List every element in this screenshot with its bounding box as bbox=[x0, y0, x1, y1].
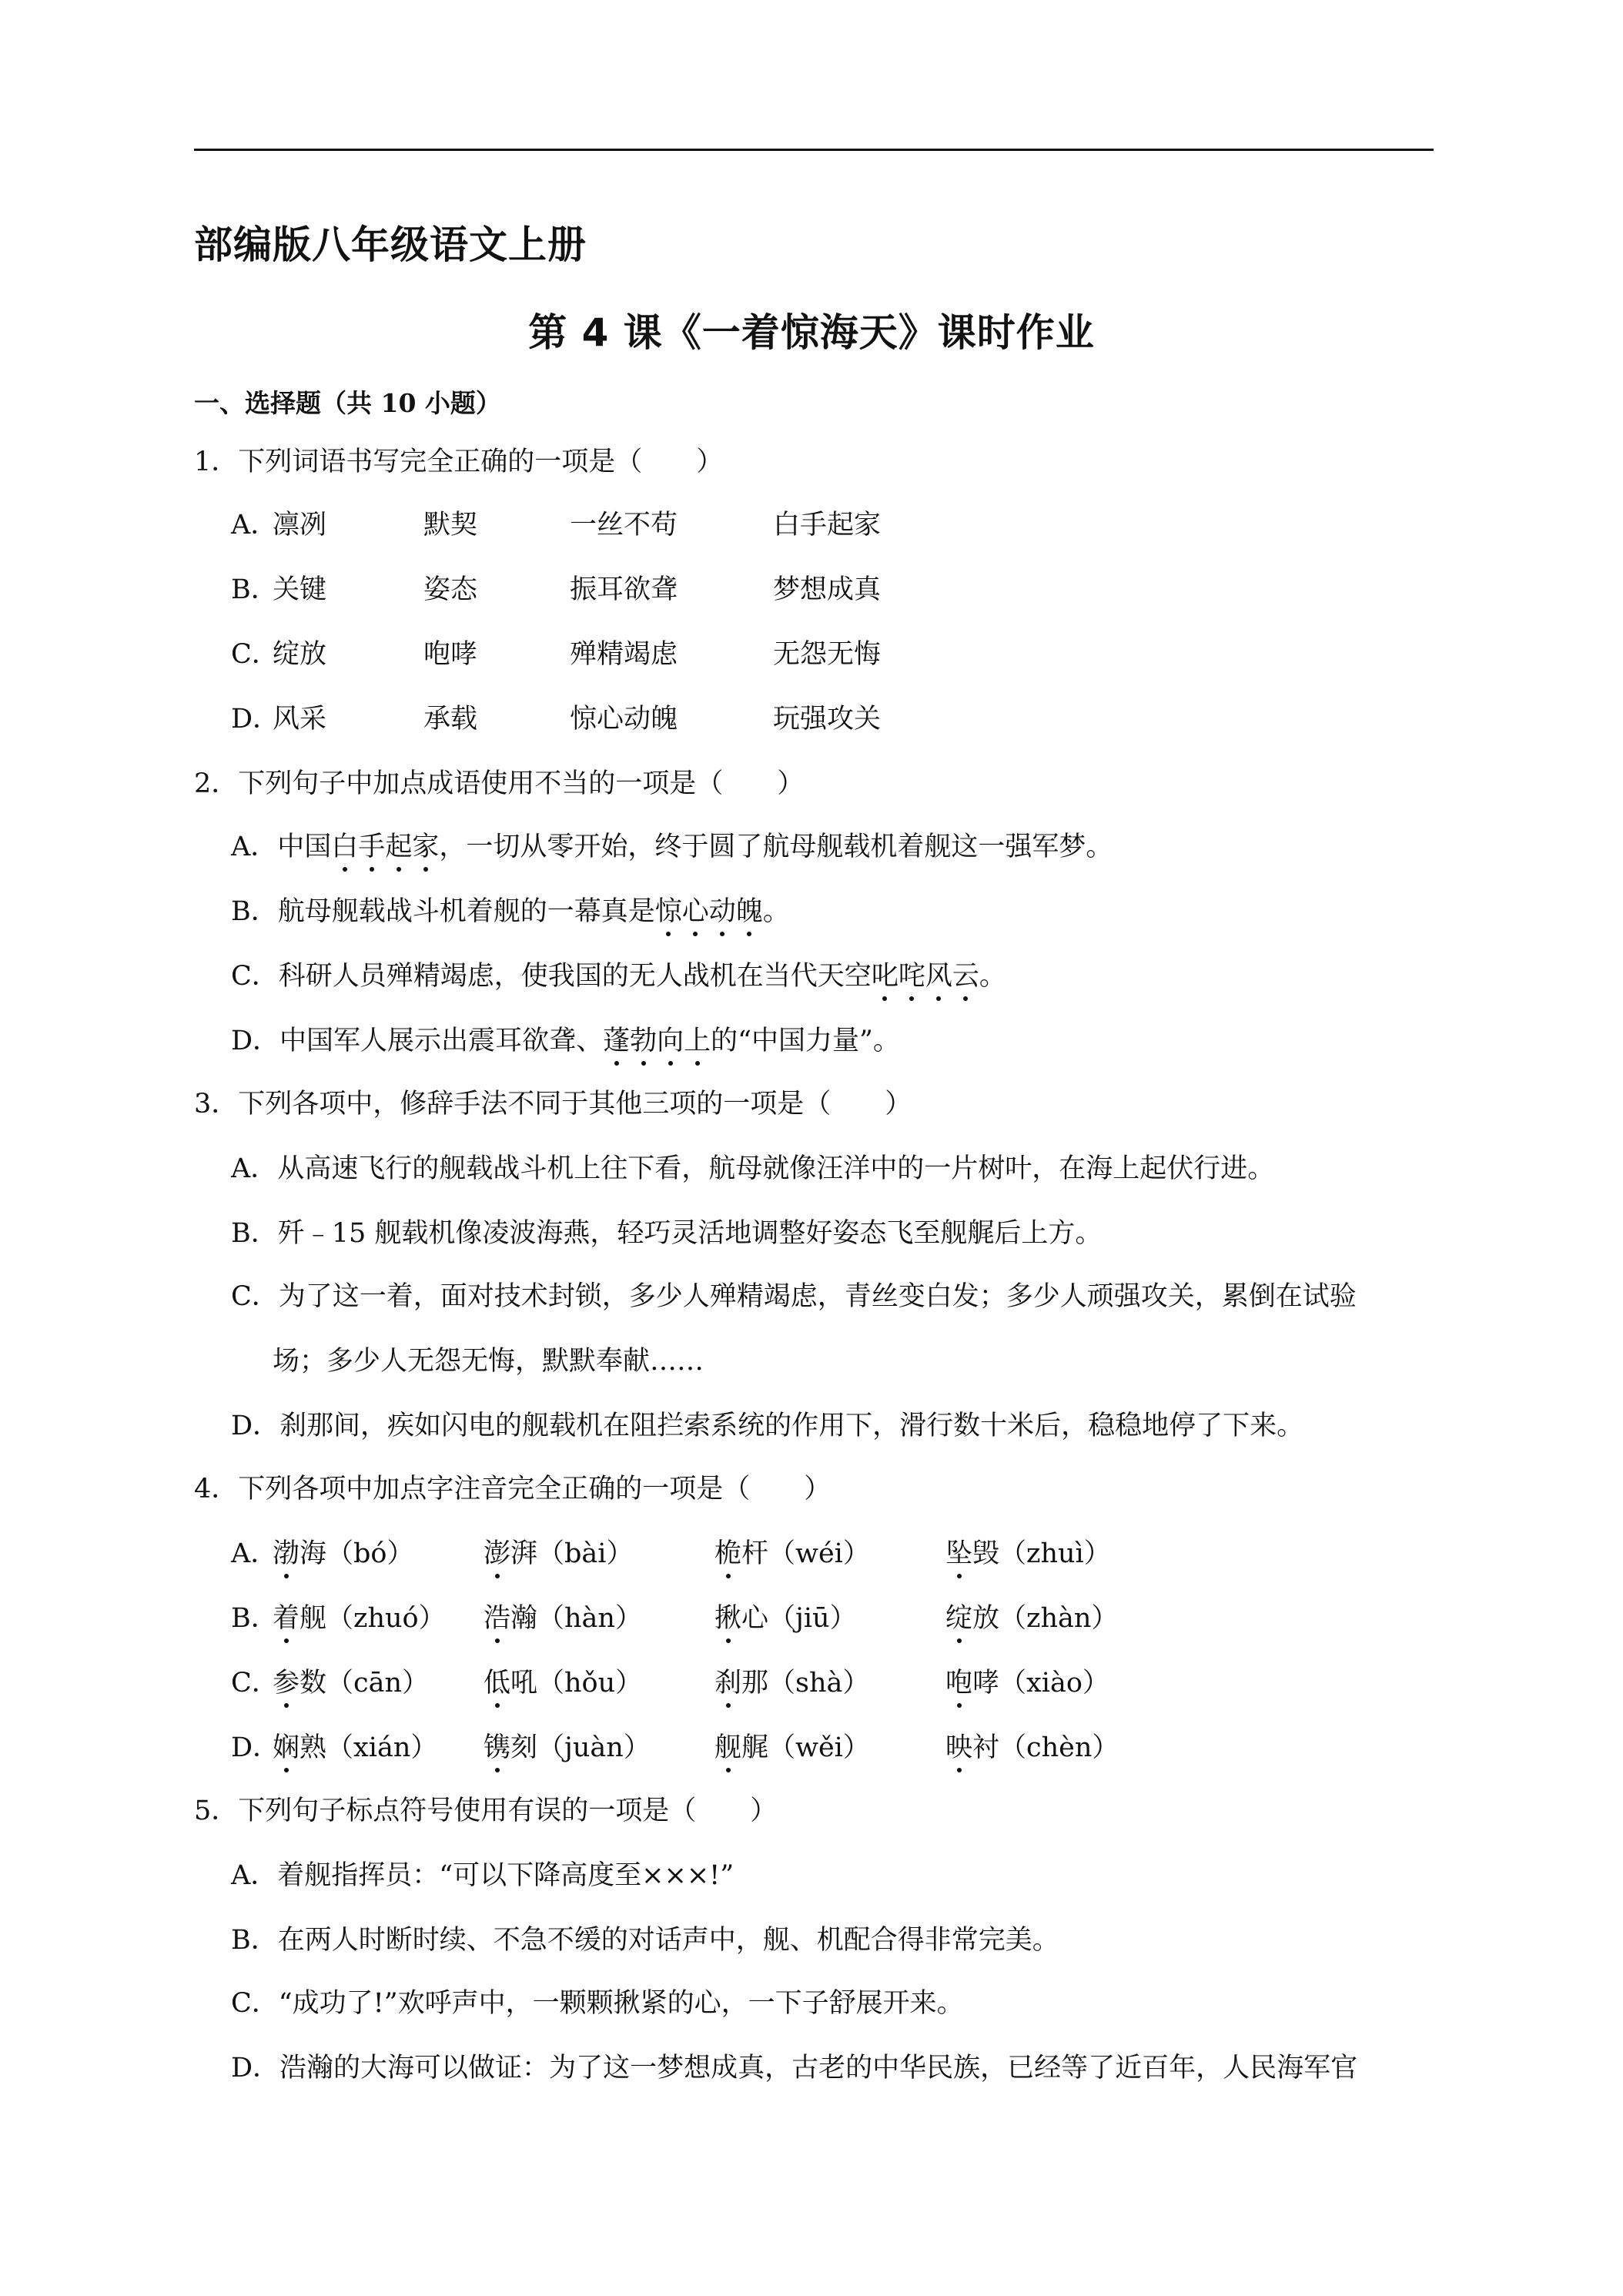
q1-stem: 1．下列词语书写完全正确的一项是（ ） bbox=[194, 447, 724, 477]
q4-a-item-4: 坠毁（zhuì） bbox=[945, 1538, 1111, 1569]
q1-b-word-1: 关键 bbox=[273, 574, 327, 605]
emphasis-dot-char: 白 bbox=[331, 832, 359, 862]
q1-a-word-3: 一丝不苟 bbox=[570, 510, 678, 541]
q5-option-b: B．在两人时断时续、不急不缓的对话声中，舰、机配合得非常完美。 bbox=[231, 1925, 1059, 1956]
q2-option-b: B．航母舰载战斗机着舰的一幕真是惊心动魄。 bbox=[231, 896, 790, 927]
q3-option-b: B．歼﹣15 舰载机像凌波海燕，轻巧灵活地调整好姿态飞至舰艉后上方。 bbox=[231, 1218, 1103, 1249]
q4-c-item-3: 刹那（shà） bbox=[714, 1668, 870, 1699]
emphasis-dot-char: 家 bbox=[412, 832, 440, 862]
q3-option-a: A．从高速飞行的舰载战斗机上往下看，航母就像汪洋中的一片树叶，在海上起伏行进。 bbox=[231, 1153, 1275, 1184]
q4-c-item-1: 参数（cān） bbox=[273, 1668, 430, 1699]
q3-option-d: D．刹那间，疾如闪电的舰载机在阻拦索系统的作用下，滑行数十米后，稳稳地停了下来。 bbox=[231, 1411, 1304, 1441]
q1-a-word-1: 凛冽 bbox=[273, 510, 327, 541]
q4-stem: 4．下列各项中加点字注音完全正确的一项是（ ） bbox=[194, 1474, 832, 1504]
q1-b-word-4: 梦想成真 bbox=[773, 574, 882, 605]
q3-stem: 3．下列各项中，修辞手法不同于其他三项的一项是（ ） bbox=[194, 1089, 912, 1120]
q1-c-word-4: 无怨无悔 bbox=[773, 639, 882, 670]
q4-d-item-3: 舰艉（wěi） bbox=[714, 1732, 870, 1763]
emphasis-dot-char: 手 bbox=[358, 832, 386, 862]
q3-option-c-continued: 场；多少人无怨无悔，默默奉献…… bbox=[273, 1346, 704, 1377]
q5-option-c: C．“成功了!”欢呼声中，一颗颗揪紧的心，一下子舒展开来。 bbox=[231, 1988, 964, 2019]
q5-stem: 5．下列句子标点符号使用有误的一项是（ ） bbox=[194, 1796, 778, 1826]
emphasis-dot-char: 云 bbox=[952, 961, 979, 992]
emphasis-dot-char: 风 bbox=[925, 961, 952, 992]
q2-option-a: A．中国白手起家，一切从零开始，终于圆了航母舰载机着舰这一强军梦。 bbox=[231, 832, 1113, 862]
emphasis-dot-char: 蓬 bbox=[603, 1026, 631, 1056]
emphasis-dot-char: 惊 bbox=[654, 896, 682, 927]
q1-d-word-1: 风采 bbox=[273, 704, 327, 735]
emphasis-dot-char: 动 bbox=[708, 896, 736, 927]
q4-b-item-4: 绽放（zhàn） bbox=[945, 1603, 1119, 1634]
q1-b-word-2: 姿态 bbox=[423, 574, 478, 605]
q1-d-word-4: 玩强攻关 bbox=[773, 704, 882, 735]
q4-a-item-1: 渤海（bó） bbox=[273, 1538, 414, 1569]
q4-c-item-2: 低吼（hǒu） bbox=[484, 1668, 643, 1699]
emphasis-dot-char: 心 bbox=[681, 896, 709, 927]
lesson-title: 第 4 课《一着惊海天》课时作业 bbox=[528, 310, 1095, 355]
q2-option-c: C．科研人员殚精竭虑，使我国的无人战机在当代天空叱咤风云。 bbox=[231, 961, 1006, 992]
emphasis-dot-char: 叱 bbox=[871, 961, 899, 992]
header-rule bbox=[194, 149, 1434, 151]
textbook-title: 部编版八年级语文上册 bbox=[194, 223, 587, 267]
emphasis-dot-char: 魄 bbox=[735, 896, 763, 927]
emphasis-dot-char: 上 bbox=[684, 1026, 711, 1056]
emphasis-dot-char: 起 bbox=[385, 832, 413, 862]
q3-option-c: C．为了这一着，面对技术封锁，多少人殚精竭虑，青丝变白发；多少人顽强攻关，累倒在试验 bbox=[231, 1281, 1357, 1312]
emphasis-dot-char: 向 bbox=[657, 1026, 684, 1056]
q1-b-word-3: 振耳欲聋 bbox=[570, 574, 678, 605]
q4-d-item-1: 娴熟（xián） bbox=[273, 1732, 438, 1763]
q4-d-item-2: 镌刻（juàn） bbox=[484, 1732, 651, 1763]
q4-a-item-3: 桅杆（wéi） bbox=[714, 1538, 870, 1569]
q1-c-word-3: 殚精竭虑 bbox=[570, 639, 678, 670]
q4-b-item-3: 揪心（jiū） bbox=[714, 1603, 857, 1634]
q4-b-item-2: 浩瀚（hàn） bbox=[484, 1603, 642, 1634]
q1-d-word-3: 惊心动魄 bbox=[570, 704, 678, 735]
q1-a-word-4: 白手起家 bbox=[773, 510, 882, 541]
q1-c-word-1: 绽放 bbox=[273, 639, 327, 670]
q1-a-word-2: 默契 bbox=[423, 510, 478, 541]
q1-c-word-2: 咆哮 bbox=[423, 639, 478, 670]
q1-d-word-2: 承载 bbox=[423, 704, 478, 735]
emphasis-dot-char: 勃 bbox=[630, 1026, 658, 1056]
q4-a-item-2: 澎湃（bài） bbox=[484, 1538, 634, 1569]
q2-option-d: D．中国军人展示出震耳欲聋、蓬勃向上的“中国力量”。 bbox=[231, 1026, 900, 1056]
q4-c-item-4: 咆哮（xiào） bbox=[945, 1668, 1109, 1699]
q4-b-item-1: 着舰（zhuó） bbox=[273, 1603, 446, 1634]
section-heading: 一、选择题（共 10 小题） bbox=[194, 388, 501, 418]
q5-option-a: A．着舰指挥员：“可以下降高度至×××!” bbox=[231, 1860, 735, 1891]
q4-d-item-4: 映衬（chèn） bbox=[945, 1732, 1119, 1763]
q2-stem: 2．下列句子中加点成语使用不当的一项是（ ） bbox=[194, 768, 805, 799]
q5-option-d: D．浩瀚的大海可以做证：为了这一梦想成真，古老的中华民族，已经等了近百年，人民海军官 bbox=[231, 2053, 1358, 2083]
emphasis-dot-char: 咤 bbox=[898, 961, 925, 992]
